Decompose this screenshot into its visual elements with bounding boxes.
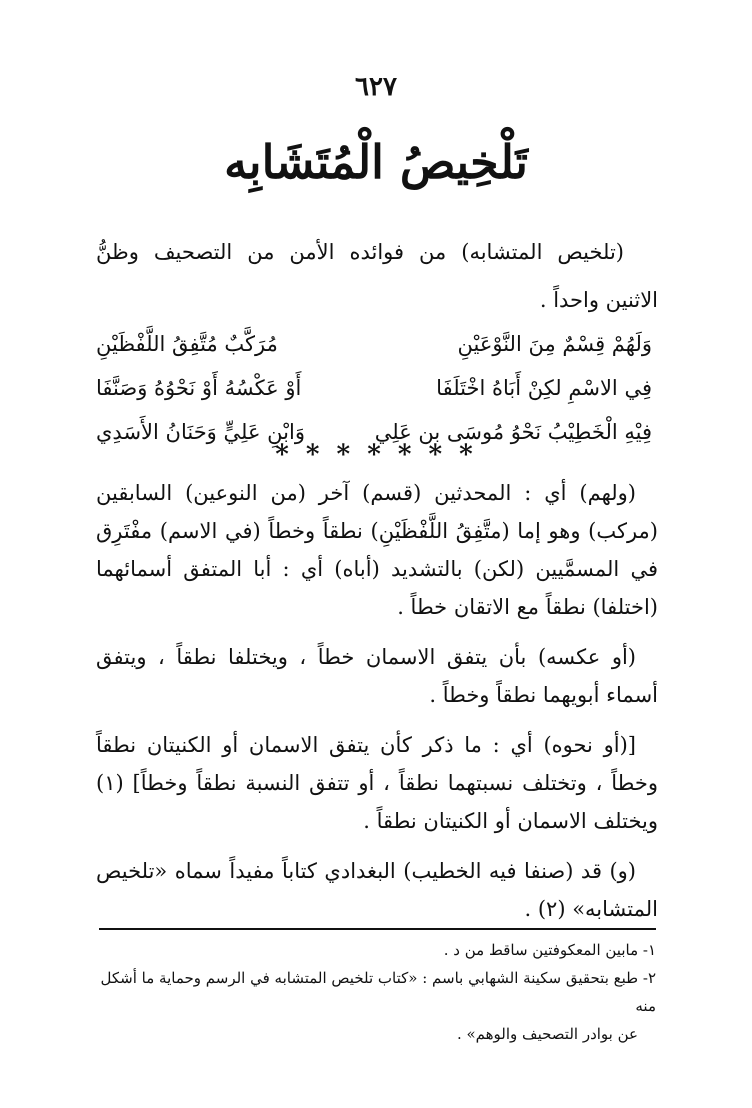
footnote-divider bbox=[99, 928, 656, 930]
footnote-item: ٢- طبع بتحقيق سكينة الشهابي باسم : «كتاب تلخيص المتشابه في الرسم وحماية ما أشكل منه bbox=[100, 969, 656, 1015]
verse-line bbox=[96, 322, 652, 366]
section-separator: * * * * * * * bbox=[275, 440, 477, 470]
verse-hemistich-right: فِي الاسْمِ لكِنْ أَبَاهُ اخْتَلَفَا bbox=[436, 376, 652, 400]
verse-hemistich-right: فِيْهِ الْخَطِيْبُ نَحْوُ مُوسَى بن عَلِي bbox=[374, 420, 652, 444]
commentary-block bbox=[96, 474, 658, 940]
commentary-paragraph: [(أو نحوه) أي : ما ذكر كأن يتفق الاسمان أو الكنيتان نطقاً وخطاً ، وتختلف نسبتهما نطقاً ، أو تتفق النسبة نطقاً وخطاً] (١) ويختلف الاسمان أو الكنيتان نطقاً . bbox=[96, 733, 658, 833]
footnote-item: ١- مابين المعكوفتين ساقط من د . bbox=[443, 941, 656, 959]
verse-line bbox=[96, 366, 652, 410]
verse-hemistich-right: وَلَهُمْ قِسْمٌ مِنَ النَّوْعَيْنِ bbox=[457, 332, 652, 356]
intro-paragraph: (تلخيص المتشابه) من فوائده الأمن من التصحيف وظنُّ الاثنين واحداً . bbox=[96, 240, 658, 312]
page-number: ٦٢٧ bbox=[355, 72, 397, 102]
verse-block bbox=[96, 322, 652, 454]
verse-hemistich-left: مُرَكَّبٌ مُتَّفِقُ اللَّفْظَيْنِ bbox=[96, 332, 278, 356]
footnotes bbox=[94, 936, 656, 1048]
verse-hemistich-left: أَوْ عَكْسُهُ أَوْ نَحْوُهُ وَصَنَّفَا bbox=[96, 376, 302, 400]
chapter-title: تَلْخِيصُ الْمُتَشَابِه bbox=[224, 135, 528, 189]
verse-hemistich-left: وَابْنِ عَلِيٍّ وَحَنَانُ الأَسَدِي bbox=[96, 420, 305, 444]
commentary-paragraph: (ولهم) أي : المحدثين (قسم) آخر (من النوعين) السابقين (مركب) وهو إما (متَّفِقُ اللَّفْظَيْنِ) نطقاً وخطاً (في الاسم) مفْتَرِق في المسمَّيين (لكن) بالتشديد (أباه) أي : أبا المتفق أسمائهما (اختلفا) نطقاً مع الاتقان خطاً . bbox=[96, 481, 658, 619]
commentary-paragraph: (و) قد (صنفا فيه الخطيب) البغدادي كتاباً مفيداً سماه «تلخيص المتشابه» (٢) . bbox=[96, 859, 658, 921]
commentary-paragraph: (أو عكسه) بأن يتفق الاسمان خطاً ، ويختلفا نطقاً ، ويتفق أسماء أبويهما نطقاً وخطاً . bbox=[96, 645, 658, 707]
footnote-continuation: عن بوادر التصحيف والوهم» . bbox=[456, 1025, 638, 1043]
